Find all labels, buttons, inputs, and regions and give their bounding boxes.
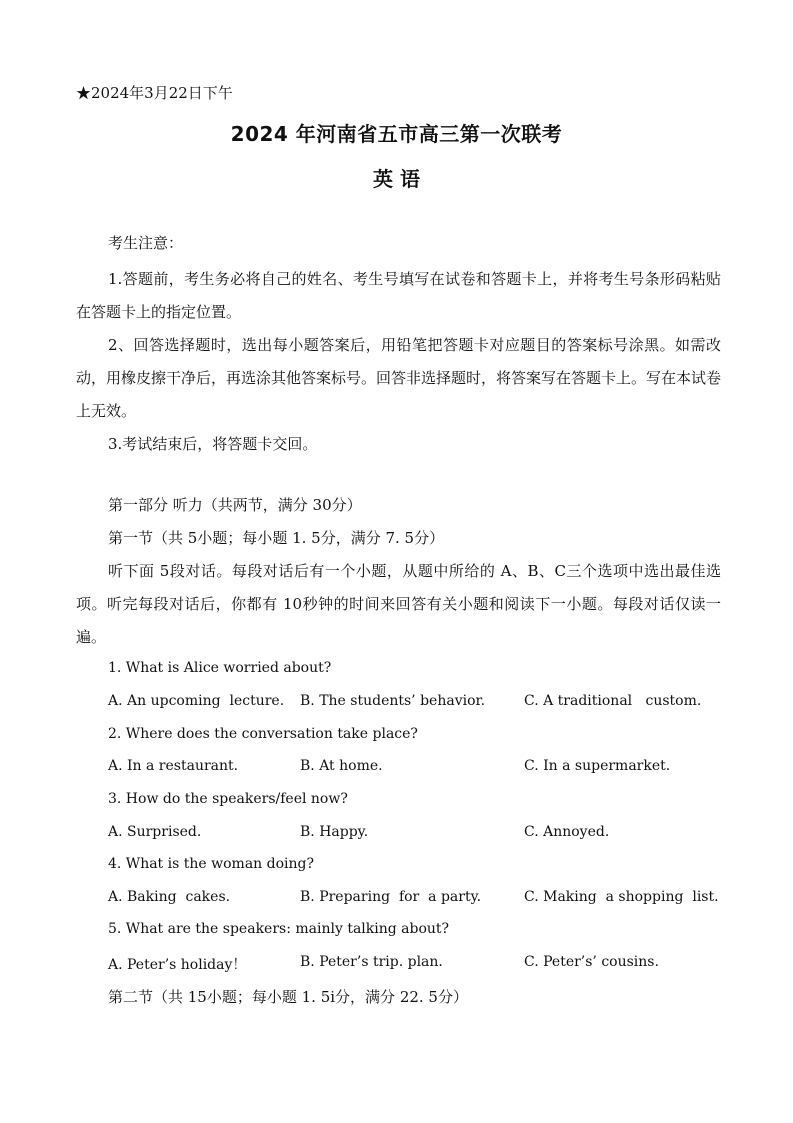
option-a: A. Baking cakes. <box>108 889 231 905</box>
exam-title: 2024 年河南省五市高三第一次联考 <box>230 122 563 146</box>
question-stem: 1. What is Alice worried about? <box>108 660 332 676</box>
option-b: B. Preparing for a party. <box>300 889 482 905</box>
question-stem: 3. How do the speakers/feel now? <box>108 791 348 807</box>
section1-heading: 第一节（共 5小题；每小题 1. 5分，满分 7. 5分） <box>108 529 445 547</box>
option-a: A. An upcoming lecture. <box>108 693 285 709</box>
option-c: C. A traditional custom. <box>524 693 702 709</box>
option-b: B. Peter’s trip. plan. <box>300 954 443 970</box>
part1-heading: 第一部分 听力（共两节，满分 30分） <box>108 496 362 514</box>
option-a: A. In a restaurant. <box>108 758 239 774</box>
question-stem: 5. What are the speakers: mainly talking about? <box>108 921 450 937</box>
subject-title: 英 语 <box>373 167 420 191</box>
question-stem: 4. What is the woman doing? <box>108 856 314 872</box>
notice-item: 3.考试结束后，将答题卡交回。 <box>108 435 318 453</box>
option-b: B. At home. <box>300 758 383 774</box>
option-b: B. The students’ behavior. <box>300 693 486 709</box>
exam-date: ★2024年3月22日下午 <box>76 84 233 102</box>
option-c: C. Peter’s’ cousins. <box>524 954 659 970</box>
option-b: B. Happy. <box>300 824 369 840</box>
section2-heading: 第二节（共 15小题；每小题 1. 5i分，满分 22. 5分） <box>108 988 468 1006</box>
question-stem: 2. Where does the conversation take place? <box>108 726 418 742</box>
notice-heading: 考生注意： <box>108 234 184 252</box>
notice-item: 2、回答选择题时，选出每小题答案后，用铅笔把答题卡对应题目的答案标号涂黑。如需改动，用橡皮擦干净后，再选涂其他答案标号。回答非选择题时，将答案写在答题卡上。写在本试卷上无效。 <box>76 336 722 420</box>
notice-list <box>76 263 721 461</box>
option-c: C. Annoyed. <box>524 824 610 840</box>
option-a: A. Surprised. <box>108 824 202 840</box>
notice-item: 1.答题前，考生务必将自己的姓名、考生号填写在试卷和答题卡上，并将考生号条形码粘贴在答题卡上的指定位置。 <box>76 270 721 321</box>
option-c: C. Making a shopping list. <box>524 889 719 905</box>
listening-directions: 听下面 5段对话。每段对话后有一个小题，从题中所给的 A、B、C三个选项中选出最佳选项。听完每段对话后，你都有 10秒钟的时间来回答有关小题和阅读下一小题。每段对话仅读一遍。 <box>76 562 721 646</box>
option-a: A. Peter’s holiday！ <box>108 957 247 973</box>
option-c: C. In a supermarket. <box>524 758 671 774</box>
